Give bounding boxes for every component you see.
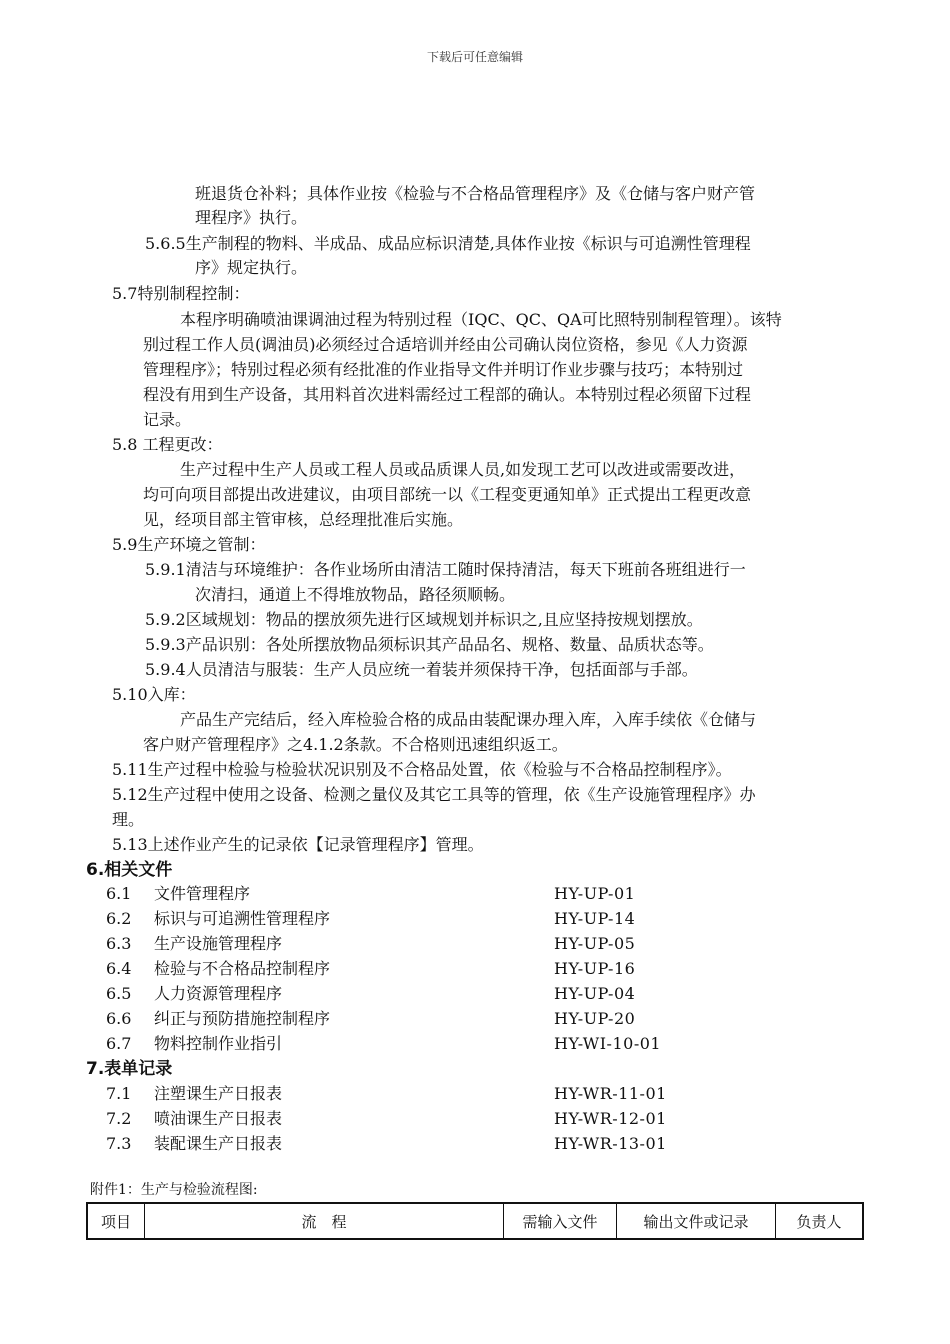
clause-5-7-heading: 5.7特别制程控制： <box>112 284 250 303</box>
page-header: 下载后可任意编辑 <box>426 50 523 64</box>
col-header-input-docs: 需输入文件 <box>504 1203 617 1239</box>
item-number: 6.2 <box>106 909 132 928</box>
list-item <box>106 932 282 956</box>
section-7-title: 7.表单记录 <box>86 1059 173 1079</box>
item-number: 7.2 <box>106 1109 132 1128</box>
item-code: HY-UP-04 <box>554 984 636 1003</box>
col-header-flow: 流 程 <box>145 1203 504 1239</box>
clause-5-11: 5.11生产过程中检验与检验状况识别及不合格品处置，依《检验与不合格品控制程序》。 <box>112 760 732 779</box>
text-line: 程没有用到生产设备，其用料首次进料需经过工程部的确认。本特别过程必须留下过程 <box>143 385 752 404</box>
text-line: 理。 <box>112 810 145 829</box>
clause-5-13: 5.13上述作业产生的记录依【记录管理程序】管理。 <box>112 835 484 854</box>
clause-5-9-heading: 5.9生产环境之管制： <box>112 535 266 554</box>
item-number: 6.5 <box>106 984 132 1003</box>
clause-5-12: 5.12生产过程中使用之设备、检测之量仪及其它工具等的管理，依《生产设施管理程序》办 <box>112 785 756 804</box>
item-code: HY-WR-11-01 <box>554 1084 667 1103</box>
list-item <box>106 1032 282 1056</box>
item-code: HY-WR-13-01 <box>554 1134 667 1153</box>
item-name: 注塑课生产日报表 <box>154 1084 283 1103</box>
list-item <box>106 907 330 931</box>
section-6-title: 6.相关文件 <box>86 860 173 880</box>
list-item <box>106 957 330 981</box>
text-line: 生产过程中生产人员或工程人员或品质课人员,如发现工艺可以改进或需要改进， <box>180 460 746 479</box>
item-number: 7.3 <box>106 1134 132 1153</box>
clause-5-9-4: 5.9.4人员清洁与服装：生产人员应统一着装并须保持干净，包括面部与手部。 <box>145 660 698 679</box>
list-item <box>106 982 282 1006</box>
item-code: HY-UP-05 <box>554 934 636 953</box>
list-item <box>106 1082 282 1106</box>
list-item <box>106 882 250 906</box>
item-number: 6.7 <box>106 1034 132 1053</box>
text-line: 理程序》执行。 <box>195 208 308 227</box>
item-number: 6.1 <box>106 884 132 903</box>
col-header-item: 项目 <box>87 1203 145 1239</box>
item-name: 文件管理程序 <box>154 884 251 903</box>
clause-5-9-3: 5.9.3产品识别：各处所摆放物品须标识其产品品名、规格、数量、品质状态等。 <box>145 635 714 654</box>
clause-5-8-heading: 5.8 工程更改： <box>112 435 223 454</box>
item-name: 物料控制作业指引 <box>154 1034 283 1053</box>
text-line: 记录。 <box>143 410 192 429</box>
list-item <box>106 1132 282 1156</box>
clause-5-9-2: 5.9.2区域规划：物品的摆放须先进行区域规划并标识之,且应坚持按规划摆放。 <box>145 610 703 629</box>
item-number: 6.6 <box>106 1009 132 1028</box>
flow-table <box>86 1202 864 1240</box>
text-line: 管理程序》；特别过程必须有经批准的作业指导文件并明订作业步骤与技巧；本特别过 <box>143 360 744 379</box>
item-name: 生产设施管理程序 <box>154 934 283 953</box>
item-code: HY-UP-14 <box>554 909 636 928</box>
item-code: HY-WI-10-01 <box>554 1034 662 1053</box>
item-name: 标识与可追溯性管理程序 <box>154 909 331 928</box>
item-code: HY-UP-16 <box>554 959 636 978</box>
item-name: 纠正与预防措施控制程序 <box>154 1009 331 1028</box>
item-name: 喷油课生产日报表 <box>154 1109 283 1128</box>
text-line: 见，经项目部主管审核，总经理批准后实施。 <box>143 510 464 529</box>
text-line: 别过程工作人员(调油员)必须经过合适培训并经由公司确认岗位资格，参见《人力资源 <box>143 335 748 354</box>
col-header-output-records: 输出文件或记录 <box>617 1203 776 1239</box>
col-header-owner: 负责人 <box>776 1203 864 1239</box>
attachment-caption: 附件1：生产与检验流程图: <box>90 1182 258 1198</box>
item-code: HY-UP-01 <box>554 884 636 903</box>
list-item <box>106 1107 282 1131</box>
text-line: 客户财产管理程序》之4.1.2条款。不合格则迅速组织返工。 <box>143 735 568 754</box>
text-line: 次清扫，通道上不得堆放物品，路径须顺畅。 <box>195 585 516 604</box>
clause-5-6-5: 5.6.5生产制程的物料、半成品、成品应标识清楚,具体作业按《标识与可追溯性管理程 <box>145 234 751 253</box>
clause-5-10-heading: 5.10入库： <box>112 685 196 704</box>
flow-table-header-row <box>87 1203 863 1239</box>
item-number: 6.3 <box>106 934 132 953</box>
text-line: 序》规定执行。 <box>195 258 308 277</box>
text-line: 班退货仓补料；具体作业按《检验与不合格品管理程序》及《仓储与客户财产管 <box>195 184 756 203</box>
text-line: 本程序明确喷油课调油过程为特别过程（IQC、QC、QA可比照特别制程管理）。该特 <box>180 310 782 329</box>
item-code: HY-UP-20 <box>554 1009 636 1028</box>
list-item <box>106 1007 330 1031</box>
item-name: 人力资源管理程序 <box>154 984 283 1003</box>
item-number: 7.1 <box>106 1084 132 1103</box>
text-line: 均可向项目部提出改进建议，由项目部统一以《工程变更通知单》正式提出工程更改意 <box>143 485 752 504</box>
item-number: 6.4 <box>106 959 132 978</box>
text-line: 产品生产完结后，经入库检验合格的成品由装配课办理入库，入库手续依《仓储与 <box>180 710 757 729</box>
clause-5-9-1: 5.9.1清洁与环境维护：各作业场所由清洁工随时保持清洁，每天下班前各班组进行一 <box>145 560 746 579</box>
item-name: 检验与不合格品控制程序 <box>154 959 331 978</box>
item-name: 装配课生产日报表 <box>154 1134 283 1153</box>
item-code: HY-WR-12-01 <box>554 1109 667 1128</box>
